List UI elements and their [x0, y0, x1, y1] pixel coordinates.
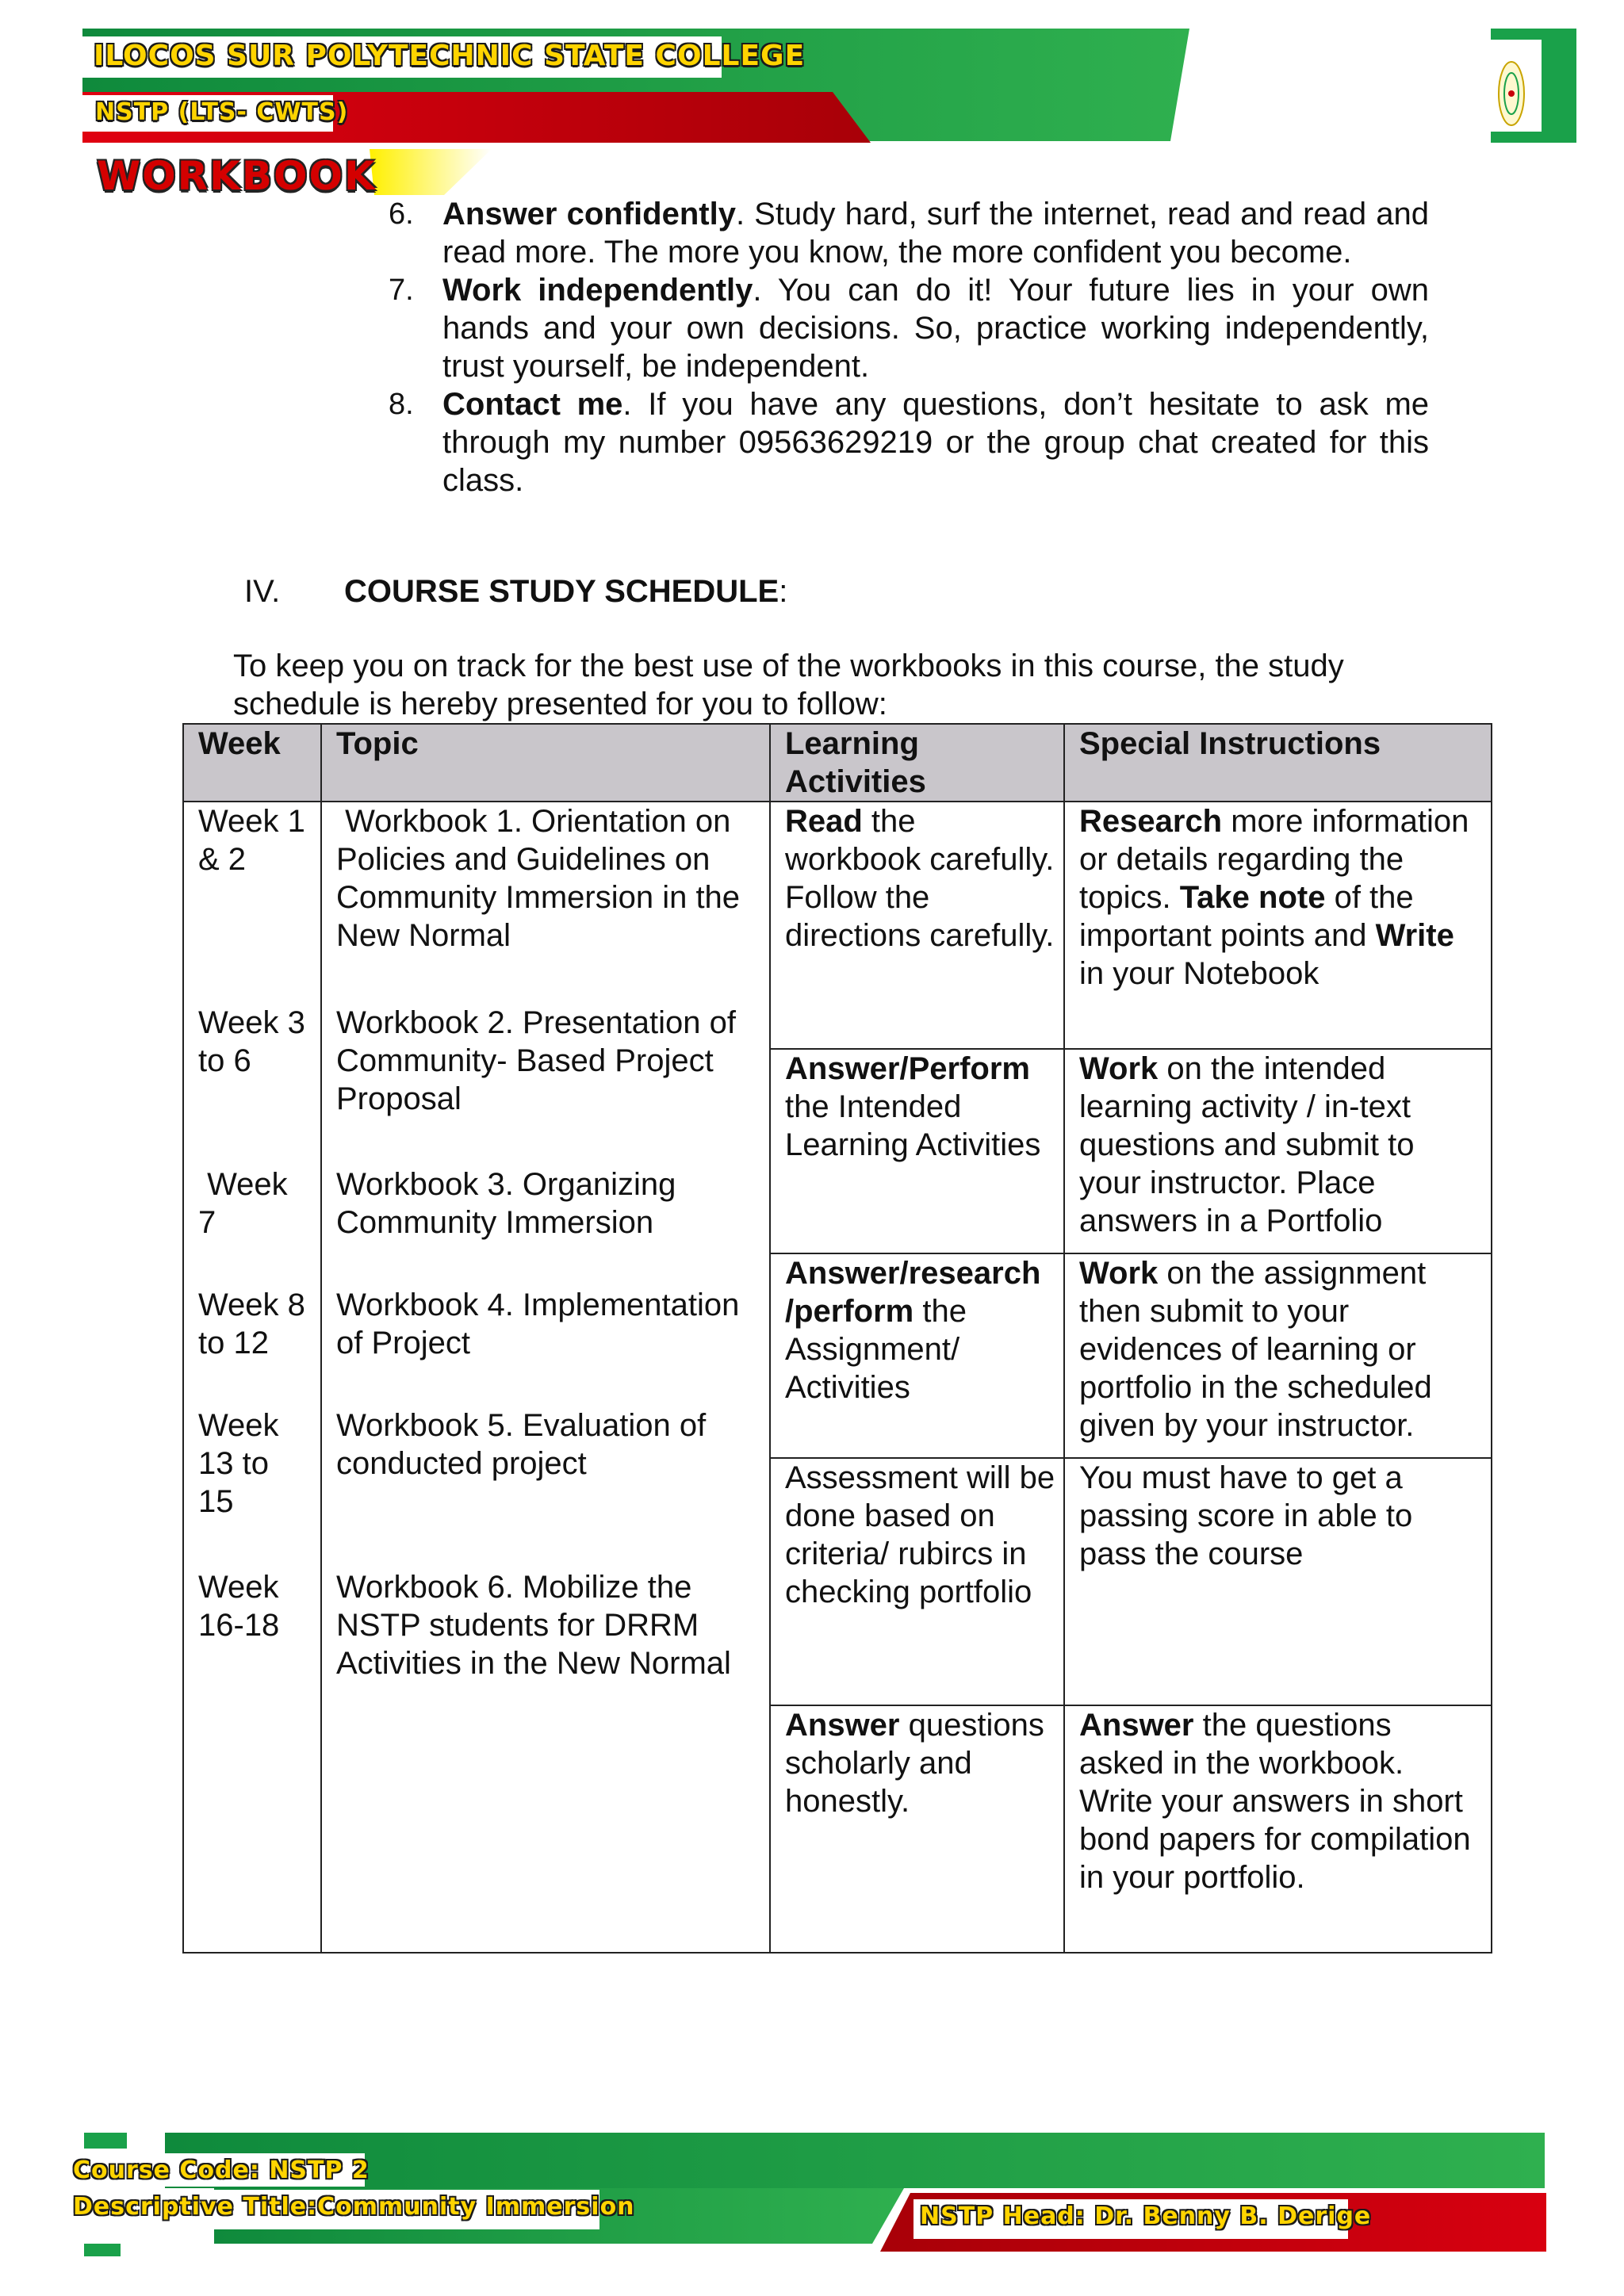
text: the Intended Learning Activities	[785, 1089, 1041, 1162]
text: You must have to get a passing score in able to pass the course	[1079, 1460, 1413, 1571]
program-name: NSTP (LTS- CWTS)	[95, 98, 349, 126]
week-label: Week 8 to 12	[198, 1288, 315, 1360]
special-instruction-cell	[1064, 1705, 1492, 1953]
workbook-topic: Workbook 3. Organizing Community Immersion	[336, 1167, 685, 1240]
list-item-keyword: Work independently	[442, 273, 753, 308]
text: Assessment will be done based on criteria/ rubircs in checking portfolio	[785, 1460, 1055, 1609]
text: questions scholarly and honestly.	[785, 1708, 1044, 1819]
footer-green-band	[165, 2133, 1545, 2188]
text: the Assignment/ Activities	[785, 1294, 967, 1405]
learning-activity-cell	[770, 1049, 1064, 1253]
list-item-number: 6.	[389, 197, 414, 231]
list-item-text	[442, 195, 1429, 271]
table-header-row	[183, 724, 1492, 802]
bold-text: Work	[1079, 1256, 1159, 1291]
header-week: Week	[183, 724, 321, 802]
tips-list	[389, 195, 1429, 499]
topic-cell	[321, 802, 770, 1953]
week-label: Week 13 to 15	[198, 1408, 288, 1519]
workbook-topic: Workbook 4. Implementation of Project	[336, 1288, 749, 1360]
text: the workbook carefully. Follow the directions carefully.	[785, 804, 1055, 953]
footer-green-tab-bottom	[84, 2244, 121, 2256]
list-item	[389, 195, 1429, 271]
special-instruction-cell	[1064, 1458, 1492, 1705]
week-cell	[183, 802, 321, 1953]
learning-activity-cell	[770, 1253, 1064, 1458]
college-seal-icon	[1491, 49, 1532, 138]
list-item-number: 7.	[389, 274, 414, 307]
text: of the important points and	[1079, 880, 1414, 953]
bold-text: Read	[785, 804, 863, 839]
course-code: Course Code: NSTP 2	[73, 2156, 370, 2184]
workbook-topic: Workbook 1. Orientation on Policies and Guidelines on Community Immersion in the New Normal	[336, 804, 749, 953]
list-item	[389, 385, 1429, 499]
list-item	[389, 271, 1429, 385]
week-label: Week 1 & 2	[198, 804, 315, 877]
descriptive-title: Descriptive Title:Community Immersion	[73, 2193, 635, 2221]
learning-activity-cell	[770, 802, 1064, 1049]
special-instruction-cell	[1064, 1049, 1492, 1253]
course-schedule-table	[182, 723, 1492, 1954]
header-yellow-wedge	[370, 149, 492, 195]
nstp-head: NSTP Head: Dr. Benny B. Derige	[920, 2202, 1372, 2230]
bold-text: Answer/research /perform	[785, 1256, 1041, 1329]
bold-text: Take note	[1179, 880, 1326, 915]
list-item-number: 8.	[389, 388, 414, 421]
week-label: Week 7	[198, 1167, 297, 1240]
list-item-text	[442, 385, 1429, 499]
list-item-keyword: Contact me	[442, 387, 623, 422]
bold-text: Research	[1079, 804, 1223, 839]
learning-activity-cell	[770, 1458, 1064, 1705]
text: in your Notebook	[1079, 956, 1320, 991]
footer-green-tab-top	[84, 2133, 127, 2149]
special-instruction-cell	[1064, 802, 1492, 1049]
bold-text: Answer/Perform	[785, 1051, 1030, 1086]
table-row	[183, 802, 1492, 1049]
bold-text: Work	[1079, 1051, 1159, 1086]
text: more information or details regarding the topics.	[1079, 804, 1469, 915]
learning-activity-cell	[770, 1705, 1064, 1953]
week-label: Week 3 to 6	[198, 1005, 315, 1078]
list-item-detail: . You can do it! Your future lies in your own hands and your own decisions. So, practice working independently, trust yourself, be independent.	[442, 273, 1429, 384]
bold-text: Answer	[785, 1708, 900, 1743]
list-item-keyword: Answer confidently	[442, 197, 736, 232]
bold-text: Write	[1375, 918, 1454, 953]
section-heading: IV. COURSE STUDY SCHEDULE:	[244, 574, 788, 609]
workbook-topic: Workbook 6. Mobilize the NSTP students for DRRM Activities in the New Normal	[336, 1570, 731, 1681]
list-item-text	[442, 271, 1429, 385]
week-label: Week 16-18	[198, 1570, 288, 1643]
text: on the assignment then submit to your evidences of learning or portfolio in the scheduled given by your instructor.	[1079, 1256, 1432, 1443]
workbook-topic: Workbook 2. Presentation of Community- Based Project Proposal	[336, 1005, 745, 1116]
section-number: IV.	[244, 574, 281, 609]
schedule-intro: To keep you on track for the best use of the workbooks in this course, the study schedule is hereby presented for you to follow:	[233, 649, 1344, 721]
list-item-detail: . If you have any questions, don’t hesitate to ask me through my number 09563629219 or the group chat created for this class.	[442, 387, 1430, 498]
bold-text: Answer	[1079, 1708, 1194, 1743]
workbook-topic: Workbook 5. Evaluation of conducted project	[336, 1408, 715, 1481]
special-instruction-cell	[1064, 1253, 1492, 1458]
text: the questions asked in the workbook. Write your answers in short bond papers for compilation in your portfolio.	[1079, 1708, 1471, 1895]
header-topic: Topic	[321, 724, 770, 802]
list-item-detail: . Study hard, surf the internet, read and read and read more. The more you know, the more confident you become.	[442, 197, 1429, 270]
header-learning-activities: Learning Activities	[770, 724, 1064, 802]
college-name: ILOCOS SUR POLYTECHNIC STATE COLLEGE	[94, 40, 806, 72]
text: on the intended learning activity / in-text questions and submit to your instructor. Place answers in a Portfolio	[1079, 1051, 1415, 1238]
workbook-title: WORKBOOK	[97, 153, 377, 199]
section-title: COURSE STUDY SCHEDULE	[344, 574, 779, 609]
header-special-instructions: Special Instructions	[1064, 724, 1492, 802]
